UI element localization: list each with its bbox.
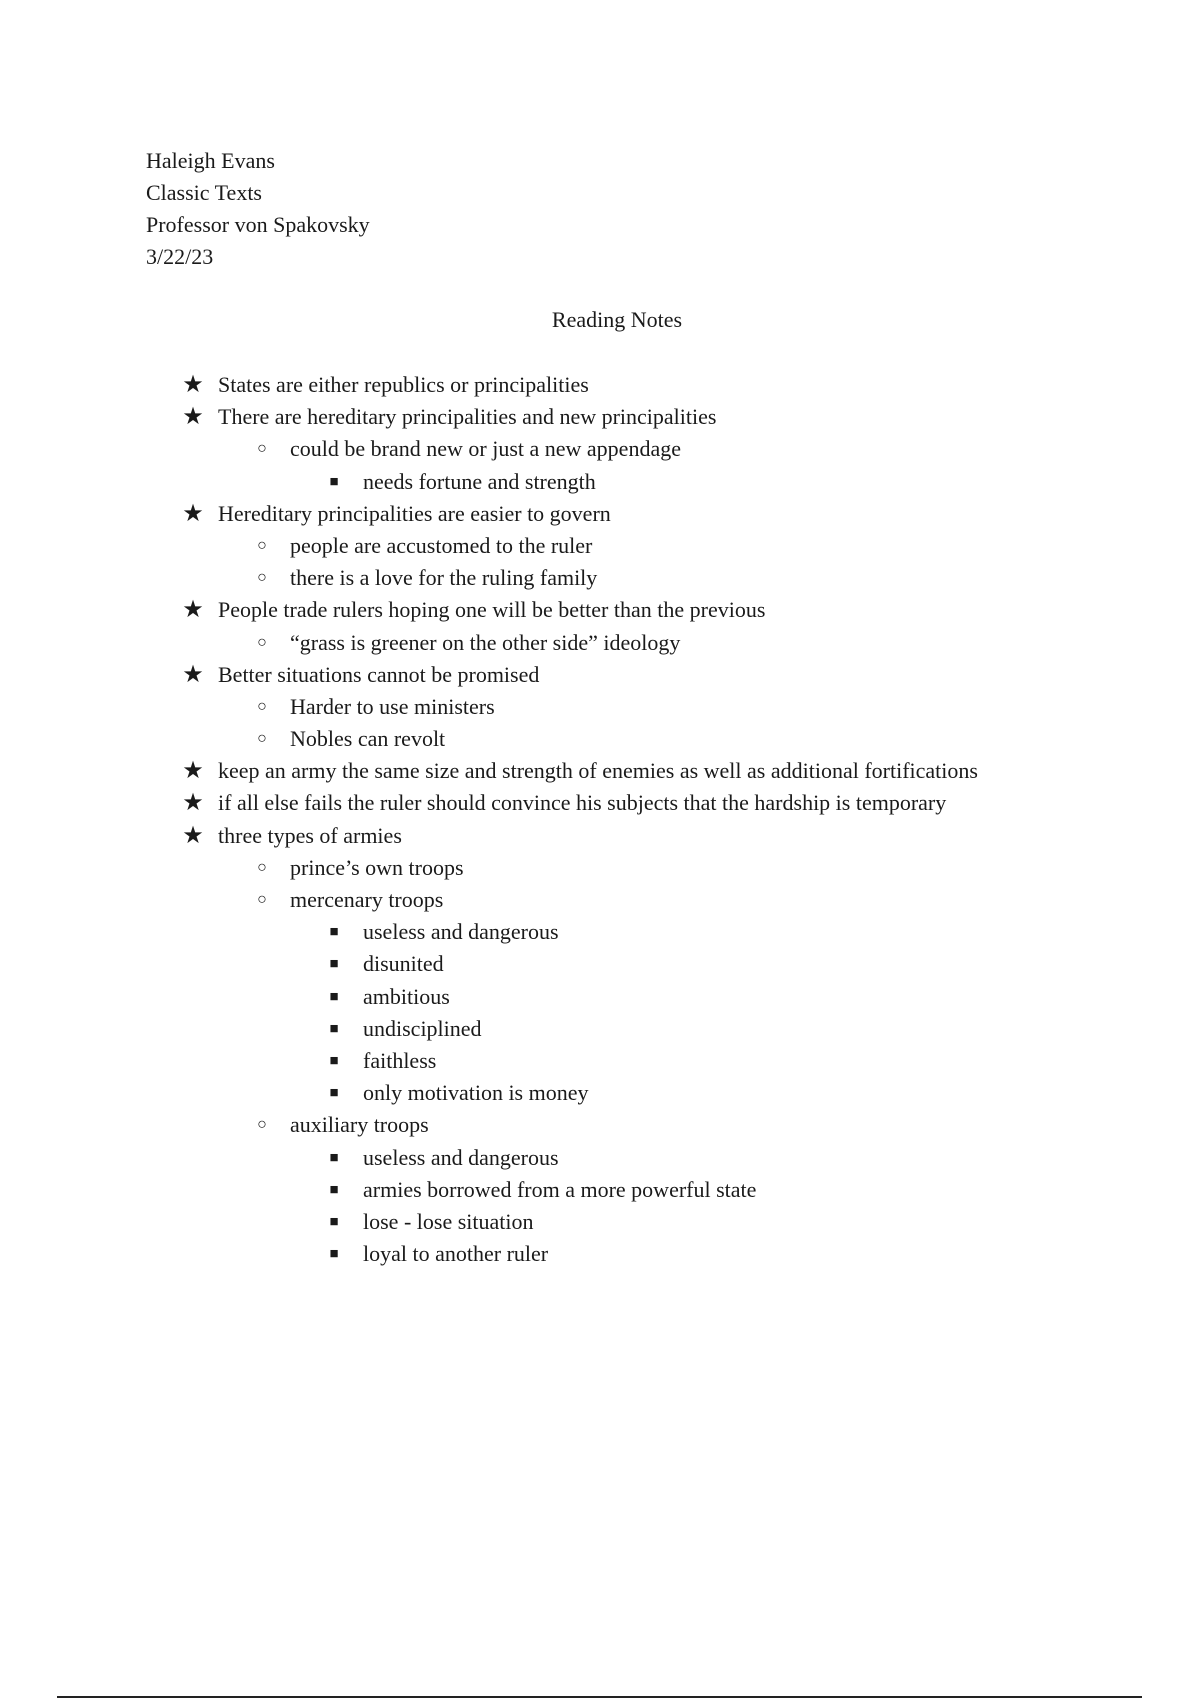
note-text: Better situations cannot be promised bbox=[218, 661, 540, 687]
note-text: faithless bbox=[363, 1047, 437, 1073]
note-item-level-2 bbox=[0, 1206, 1200, 1238]
note-text: “grass is greener on the other side” ideology bbox=[290, 629, 681, 655]
note-text: undisciplined bbox=[363, 1015, 482, 1041]
hollow-circle-bullet-icon: ○ bbox=[257, 697, 267, 715]
note-item-level-2 bbox=[0, 981, 1200, 1013]
note-text: People trade rulers hoping one will be better than the previous bbox=[218, 597, 766, 623]
note-text: Hereditary principalities are easier to govern bbox=[218, 500, 611, 526]
note-text: needs fortune and strength bbox=[363, 468, 596, 494]
hollow-circle-bullet-icon: ○ bbox=[257, 1116, 267, 1134]
professor-name: Professor von Spakovsky bbox=[146, 212, 370, 237]
author-name: Haleigh Evans bbox=[146, 148, 275, 173]
note-item-level-0 bbox=[0, 820, 1200, 852]
note-item-level-2 bbox=[0, 1142, 1200, 1174]
note-item-level-0 bbox=[0, 498, 1200, 530]
star-bullet-icon: ★ bbox=[182, 597, 204, 624]
note-item-level-0 bbox=[0, 659, 1200, 691]
note-text: could be brand new or just a new appendage bbox=[290, 436, 681, 462]
note-text: ambitious bbox=[363, 983, 450, 1009]
filled-square-bullet-icon: ■ bbox=[329, 1020, 339, 1037]
note-item-level-2 bbox=[0, 1238, 1200, 1270]
note-item-level-2 bbox=[0, 948, 1200, 980]
note-text: useless and dangerous bbox=[363, 1144, 559, 1170]
note-text: auxiliary troops bbox=[290, 1112, 429, 1138]
note-text: States are either republics or principalities bbox=[218, 372, 589, 397]
star-bullet-icon: ★ bbox=[182, 661, 204, 688]
note-item-level-1 bbox=[0, 852, 1200, 884]
note-item-level-2 bbox=[0, 916, 1200, 948]
note-item-level-1 bbox=[0, 433, 1200, 465]
note-item-level-0 bbox=[0, 594, 1200, 626]
hollow-circle-bullet-icon: ○ bbox=[257, 633, 267, 651]
filled-square-bullet-icon: ■ bbox=[329, 1181, 339, 1198]
filled-square-bullet-icon: ■ bbox=[329, 1149, 339, 1166]
note-text: there is a love for the ruling family bbox=[290, 565, 598, 591]
note-text: useless and dangerous bbox=[363, 919, 559, 945]
note-text: prince’s own troops bbox=[290, 854, 464, 880]
note-item-level-2 bbox=[0, 1077, 1200, 1109]
note-item-level-0 bbox=[0, 401, 1200, 433]
page-bottom-divider bbox=[57, 1696, 1142, 1698]
hollow-circle-bullet-icon: ○ bbox=[257, 536, 267, 554]
star-bullet-icon: ★ bbox=[182, 822, 204, 849]
hollow-circle-bullet-icon: ○ bbox=[257, 569, 267, 587]
filled-square-bullet-icon: ■ bbox=[329, 956, 339, 973]
filled-square-bullet-icon: ■ bbox=[329, 1085, 339, 1102]
filled-square-bullet-icon: ■ bbox=[329, 1246, 339, 1263]
note-item-level-2 bbox=[0, 466, 1200, 498]
note-text: people are accustomed to the ruler bbox=[290, 532, 593, 558]
note-text: lose - lose situation bbox=[363, 1208, 534, 1234]
note-item-level-1 bbox=[0, 1109, 1200, 1141]
note-item-level-2 bbox=[0, 1013, 1200, 1045]
hollow-circle-bullet-icon: ○ bbox=[257, 730, 267, 748]
header-block bbox=[146, 145, 370, 273]
course-name: Classic Texts bbox=[146, 180, 262, 205]
note-text: mercenary troops bbox=[290, 887, 444, 912]
notes-list bbox=[0, 369, 1200, 1270]
note-text: There are hereditary principalities and new principalities bbox=[218, 404, 717, 430]
note-text: loyal to another ruler bbox=[363, 1241, 549, 1267]
filled-square-bullet-icon: ■ bbox=[329, 1052, 339, 1069]
document-date: 3/22/23 bbox=[146, 244, 214, 269]
note-text: only motivation is money bbox=[363, 1080, 589, 1106]
note-item-level-0 bbox=[0, 369, 1200, 401]
note-text: Harder to use ministers bbox=[290, 693, 495, 719]
note-item-level-1 bbox=[0, 530, 1200, 562]
note-item-level-1 bbox=[0, 562, 1200, 594]
star-bullet-icon: ★ bbox=[182, 372, 204, 398]
star-bullet-icon: ★ bbox=[182, 404, 204, 431]
hollow-circle-bullet-icon: ○ bbox=[257, 440, 267, 458]
note-text: three types of armies bbox=[218, 822, 402, 848]
note-item-level-0 bbox=[0, 787, 1200, 819]
note-text: disunited bbox=[363, 951, 444, 977]
filled-square-bullet-icon: ■ bbox=[329, 924, 339, 941]
filled-square-bullet-icon: ■ bbox=[329, 1213, 339, 1230]
note-item-level-1 bbox=[0, 691, 1200, 723]
note-item-level-0 bbox=[0, 755, 1200, 787]
filled-square-bullet-icon: ■ bbox=[329, 473, 339, 490]
note-item-level-1 bbox=[0, 723, 1200, 755]
filled-square-bullet-icon: ■ bbox=[329, 988, 339, 1005]
note-item-level-2 bbox=[0, 1174, 1200, 1206]
hollow-circle-bullet-icon: ○ bbox=[257, 891, 267, 908]
note-text: keep an army the same size and strength of enemies as well as additional fortifications bbox=[218, 758, 978, 784]
note-text: Nobles can revolt bbox=[290, 726, 446, 752]
page-title: Reading Notes bbox=[551, 307, 683, 332]
hollow-circle-bullet-icon: ○ bbox=[257, 858, 267, 876]
note-item-level-1 bbox=[0, 627, 1200, 659]
star-bullet-icon: ★ bbox=[182, 500, 204, 527]
note-text: if all else fails the ruler should convince his subjects that the hardship is temporary bbox=[218, 790, 947, 816]
note-item-level-2 bbox=[0, 1045, 1200, 1077]
note-item-level-1 bbox=[0, 884, 1200, 916]
star-bullet-icon: ★ bbox=[182, 758, 204, 785]
star-bullet-icon: ★ bbox=[182, 790, 204, 817]
note-text: armies borrowed from a more powerful state bbox=[363, 1176, 757, 1202]
